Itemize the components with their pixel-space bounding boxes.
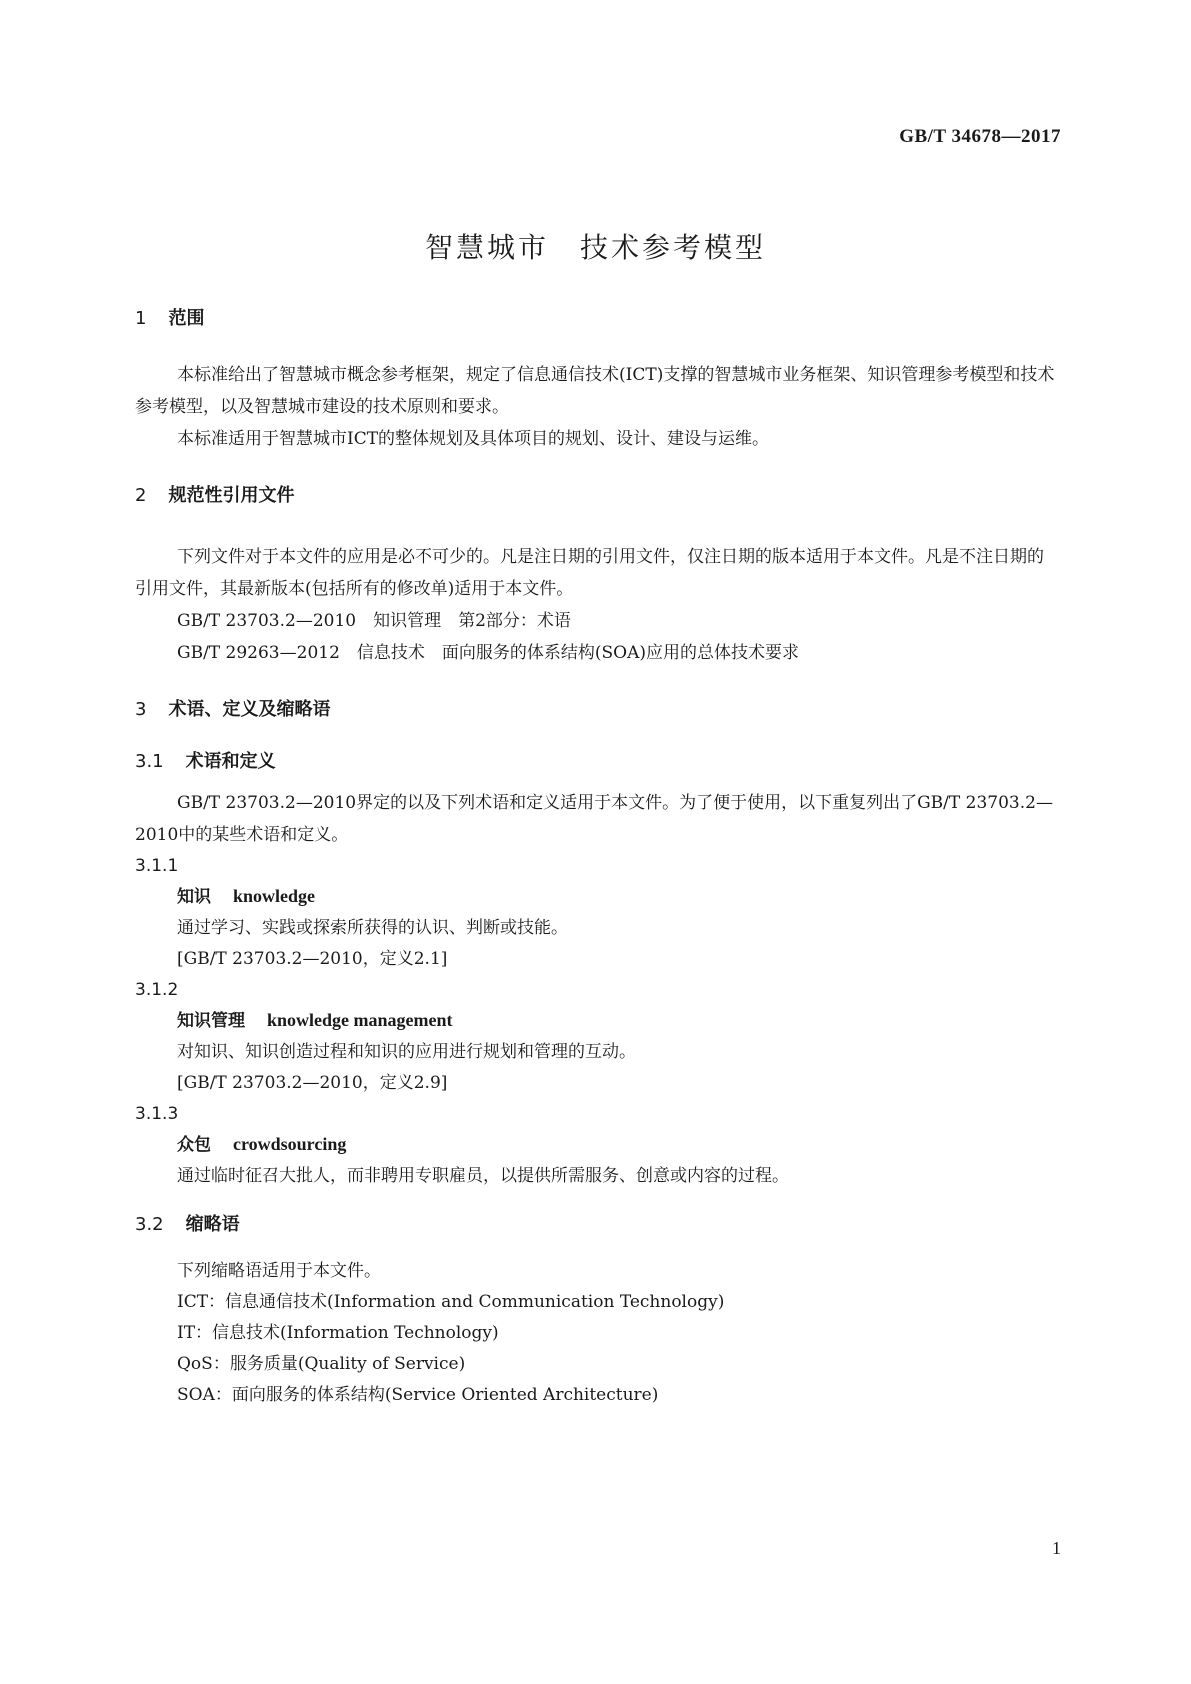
term-number: 3.1.1	[135, 856, 179, 876]
term-number: 3.1.2	[135, 980, 179, 1000]
subsection-title: 术语和定义	[185, 751, 276, 772]
term-en: knowledge	[233, 886, 316, 906]
paragraph: 本标准给出了智慧城市概念参考框架，规定了信息通信技术(ICT)支撑的智慧城市业务框架、知识管理参考模型和技术参考模型，以及智慧城市建设的技术原则和要求。	[135, 365, 1055, 417]
section-heading	[135, 308, 1060, 330]
subsection-title: 缩略语	[185, 1214, 240, 1235]
paragraph: 本标准适用于智慧城市ICT的整体规划及具体项目的规划、设计、建设与运维。	[177, 429, 770, 449]
abbreviation-item: IT：信息技术(Information Technology)	[177, 1323, 499, 1343]
abbreviation-item: QoS：服务质量(Quality of Service)	[177, 1354, 466, 1374]
section-title: 规范性引用文件	[168, 485, 295, 506]
term-heading	[135, 881, 1060, 913]
reference-item: GB/T 23703.2—2010 知识管理 第2部分：术语	[177, 611, 571, 631]
term-zh: 众包	[177, 1135, 211, 1155]
section-title: 范围	[168, 308, 205, 329]
reference-item: GB/T 29263—2012 信息技术 面向服务的体系结构(SOA)应用的总体技术要求	[177, 643, 800, 663]
term-number: 3.1.3	[135, 1104, 179, 1124]
term-en: crowdsourcing	[233, 1134, 347, 1154]
section-number: 1	[135, 308, 147, 329]
document-body	[135, 308, 1060, 1411]
subsection-number: 3.2	[135, 1214, 164, 1235]
abbreviation-item: SOA：面向服务的体系结构(Service Oriented Architecture)	[177, 1385, 659, 1405]
document-title: 智慧城市 技术参考模型	[424, 231, 766, 264]
term-zh: 知识管理	[177, 1011, 245, 1031]
subsection-number: 3.1	[135, 751, 164, 772]
term-en: knowledge management	[267, 1010, 453, 1030]
term-source: [GB/T 23703.2—2010，定义2.1]	[177, 949, 448, 969]
section-title: 术语、定义及缩略语	[168, 699, 331, 720]
page-number: 1	[1052, 1538, 1061, 1558]
term-definition: 对知识、知识创造过程和知识的应用进行规划和管理的互动。	[177, 1042, 636, 1062]
section-heading	[135, 485, 1060, 507]
term-zh: 知识	[177, 887, 211, 907]
term-definition: 通过临时征召大批人，而非聘用专职雇员，以提供所需服务、创意或内容的过程。	[177, 1166, 789, 1186]
section-heading	[135, 699, 1060, 721]
term-heading	[135, 1129, 1060, 1161]
term-heading	[135, 1005, 1060, 1037]
section-number: 2	[135, 485, 147, 506]
paragraph: GB/T 23703.2—2010界定的以及下列术语和定义适用于本文件。为了便于使用，以下重复列出了GB/T 23703.2—2010中的某些术语和定义。	[135, 793, 1053, 845]
abbreviation-intro: 下列缩略语适用于本文件。	[177, 1261, 381, 1281]
abbreviation-item: ICT：信息通信技术(Information and Communication Technology)	[177, 1292, 725, 1312]
section-number: 3	[135, 699, 147, 720]
paragraph: 下列文件对于本文件的应用是必不可少的。凡是注日期的引用文件，仅注日期的版本适用于本文件。凡是不注日期的引用文件，其最新版本(包括所有的修改单)适用于本文件。	[135, 547, 1044, 599]
term-source: [GB/T 23703.2—2010，定义2.9]	[177, 1073, 448, 1093]
term-definition: 通过学习、实践或探索所获得的认识、判断或技能。	[177, 918, 568, 938]
standard-code: GB/T 34678—2017	[899, 126, 1061, 147]
subsection-heading	[135, 1214, 1060, 1236]
subsection-heading	[135, 751, 1060, 773]
